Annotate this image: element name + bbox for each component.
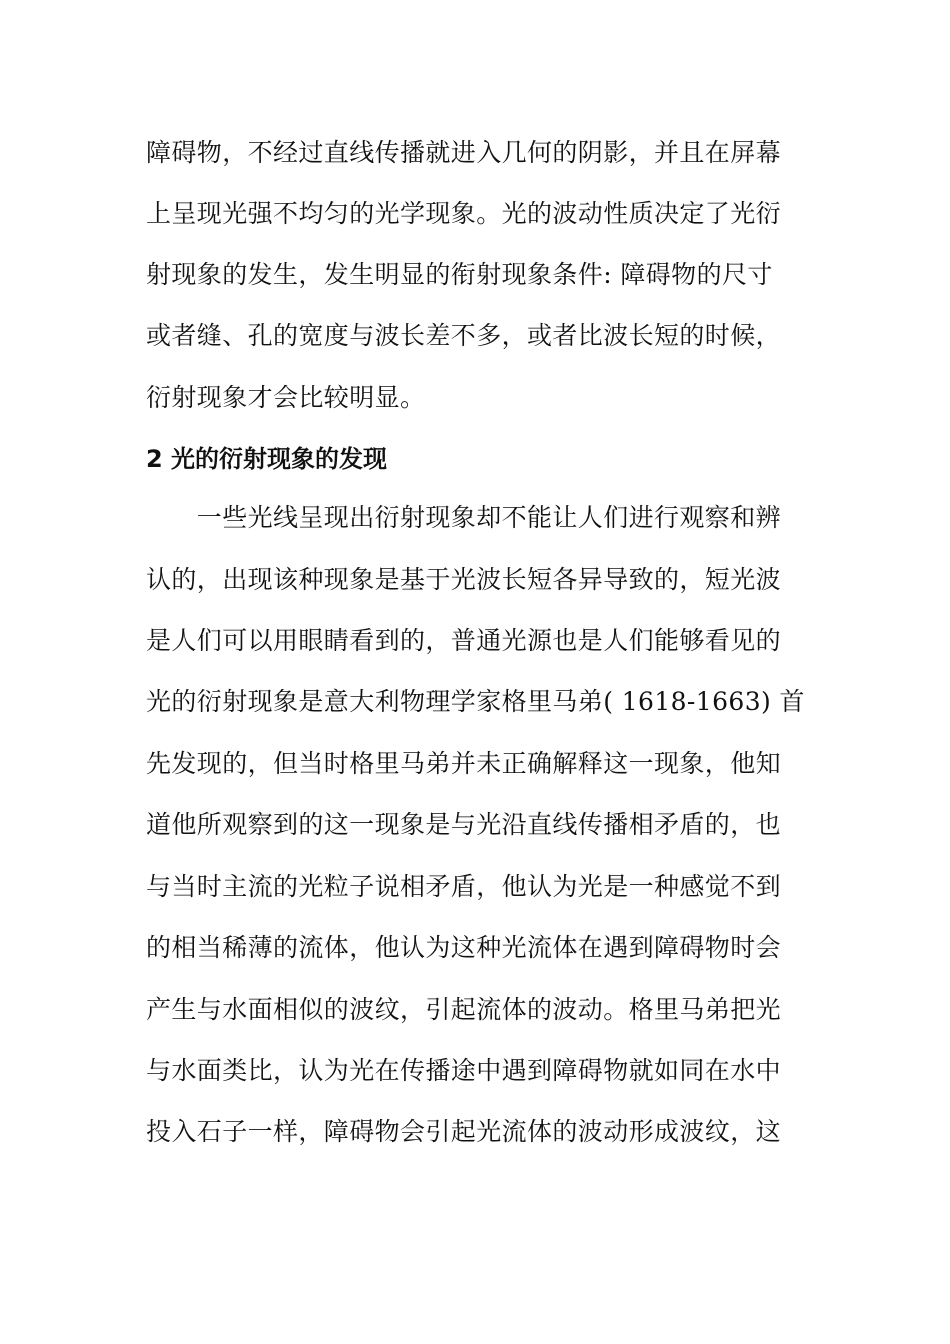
paragraph-2-line-2: 认的，出现该种现象是基于光波长短各异导致的，短光波	[146, 565, 782, 594]
section-2-heading: 2 光的衍射现象的发现	[146, 445, 388, 473]
paragraph-2-line-1: 一些光线呈现出衍射现象却不能让人们进行观察和辨	[146, 503, 782, 532]
paragraph-2-line-6: 道他所观察到的这一现象是与光沿直线传播相矛盾的，也	[146, 810, 782, 839]
paragraph-2-line-11: 投入石子一样，障碍物会引起光流体的波动形成波纹，这	[146, 1117, 782, 1146]
paragraph-2-line-10: 与水面类比，认为光在传播途中遇到障碍物就如同在水中	[146, 1056, 782, 1085]
paragraph-2-line-9: 产生与水面相似的波纹，引起流体的波动。格里马弟把光	[146, 995, 782, 1024]
paragraph-1-line-4: 或者缝、孔的宽度与波长差不多，或者比波长短的时候，	[146, 321, 782, 350]
paragraph-2-line-3: 是人们可以用眼睛看到的，普通光源也是人们能够看见的	[146, 626, 782, 655]
paragraph-2-line-5: 先发现的，但当时格里马弟并未正确解释这一现象，他知	[146, 749, 782, 778]
paragraph-1-line-2: 上呈现光强不均匀的光学现象。光的波动性质决定了光衍	[146, 199, 782, 228]
paragraph-2-line-7: 与当时主流的光粒子说相矛盾，他认为光是一种感觉不到	[146, 872, 782, 901]
paragraph-1-line-5: 衍射现象才会比较明显。	[146, 383, 426, 412]
paragraph-2-line-4: 光的衍射现象是意大利物理学家格里马弟( 1618-1663) 首	[146, 687, 805, 716]
paragraph-1-line-1: 障碍物，不经过直线传播就进入几何的阴影，并且在屏幕	[146, 138, 782, 167]
paragraph-2-line-8: 的相当稀薄的流体，他认为这种光流体在遇到障碍物时会	[146, 933, 782, 962]
paragraph-1-line-3: 射现象的发生，发生明显的衔射现象条件: 障碍物的尺寸	[146, 260, 773, 289]
